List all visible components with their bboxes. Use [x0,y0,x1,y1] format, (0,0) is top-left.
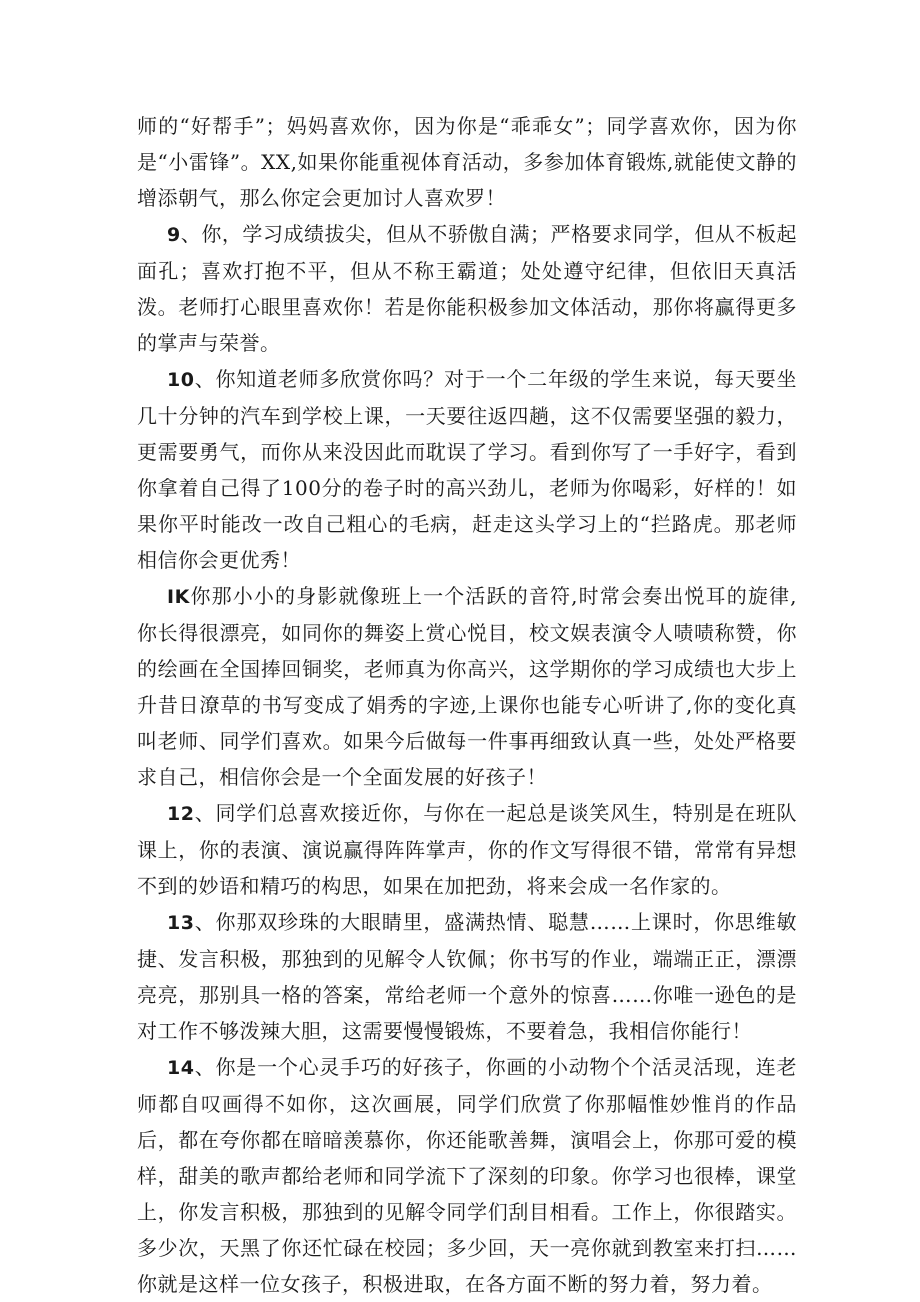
paragraph-number: 9 [167,224,181,246]
paragraph-text: 、你那双珍珠的大眼睛里，盛满热情、聪慧……上课时，你思维敏捷、发言积极，那独到的见解令人钦佩；你书写的作业，端端正正，漂漂亮亮，那别具一格的答案，常给老师一个意外的惊喜……你唯一逊色的是对工作不够泼辣大胆，这需要慢慢锻炼，不要着急，我相信你能行！ [137,910,797,1043]
paragraph-number: IK [167,586,190,608]
paragraph-continuation [137,108,797,216]
paragraph-10 [137,361,797,578]
document-body [137,108,797,1302]
paragraph-9 [137,216,797,361]
paragraph-number: 14 [167,1057,195,1079]
paragraph-13 [137,904,797,1049]
paragraph-14 [137,1049,797,1302]
paragraph-text: 师的“好帮手”；妈妈喜欢你，因为你是“乖乖女”；同学喜欢你，因为你是“小雷锋”。XX,如果你能重视体育活动，多参加体育锻炼,就能使文静的增添朝气，那么你定会更加讨人喜欢罗！ [137,114,797,210]
paragraph-11 [137,578,797,795]
paragraph-text: 、你知道老师多欣赏你吗？对于一个二年级的学生来说，每天要坐几十分钟的汽车到学校上课，一天要往返四趟，这不仅需要坚强的毅力，更需要勇气，而你从来没因此而耽误了学习。看到你写了一手好字，看到你拿着自己得了100分的卷子时的高兴劲儿，老师为你喝彩，好样的！如果你平时能改一改自己粗心的毛病，赶走这头学习上的“拦路虎。那老师相信你会更优秀！ [137,367,797,572]
paragraph-text: 、同学们总喜欢接近你，与你在一起总是谈笑风生，特别是在班队课上，你的表演、演说赢得阵阵掌声，你的作文写得很不错，常常有异想不到的妙语和精巧的构思，如果在加把劲，将来会成一名作家的。 [137,801,797,898]
paragraph-text: 、你，学习成绩拔尖，但从不骄傲自满；严格要求同学，但从不板起面孔；喜欢打抱不平，但从不称王霸道；处处遵守纪律，但依旧天真活泼。老师打心眼里喜欢你！若是你能积极参加文体活动，那你将赢得更多的掌声与荣誉。 [137,222,797,355]
paragraph-12 [137,795,797,904]
paragraph-number: 10 [167,369,195,391]
paragraph-number: 12 [167,803,195,825]
paragraph-number: 13 [167,912,195,934]
paragraph-text: 你那小小的身影就像班上一个活跃的音符,时常会奏出悦耳的旋律,你长得很漂亮，如同你的舞姿上赏心悦目，校文娱表演令人啧啧称赞，你的绘画在全国捧回铜奖，老师真为你高兴，这学期你的学习成绩也大步上升昔日潦草的书写变成了娟秀的字迹,上课你也能专心听讲了,你的变化真叫老师、同学们喜欢。如果今后做每一件事再细致认真一些，处处严格要求自己，相信你会是一个全面发展的好孩子！ [137,584,797,789]
paragraph-text: 、你是一个心灵手巧的好孩子，你画的小动物个个活灵活现，连老师都自叹画得不如你，这次画展，同学们欣赏了你那幅惟妙惟肖的作品后，都在夸你都在暗暗羡慕你，你还能歌善舞，演唱会上，你那可爱的模样，甜美的歌声都给老师和同学流下了深刻的印象。你学习也很棒，课堂上，你发言积极，那独到的见解令同学们刮目相看。工作上，你很踏实。多少次，天黑了你还忙碌在校园；多少回，天一亮你就到教室来打扫……你就是这样一位女孩子，积极进取，在各方面不断的努力着，努力着。 [137,1055,797,1296]
